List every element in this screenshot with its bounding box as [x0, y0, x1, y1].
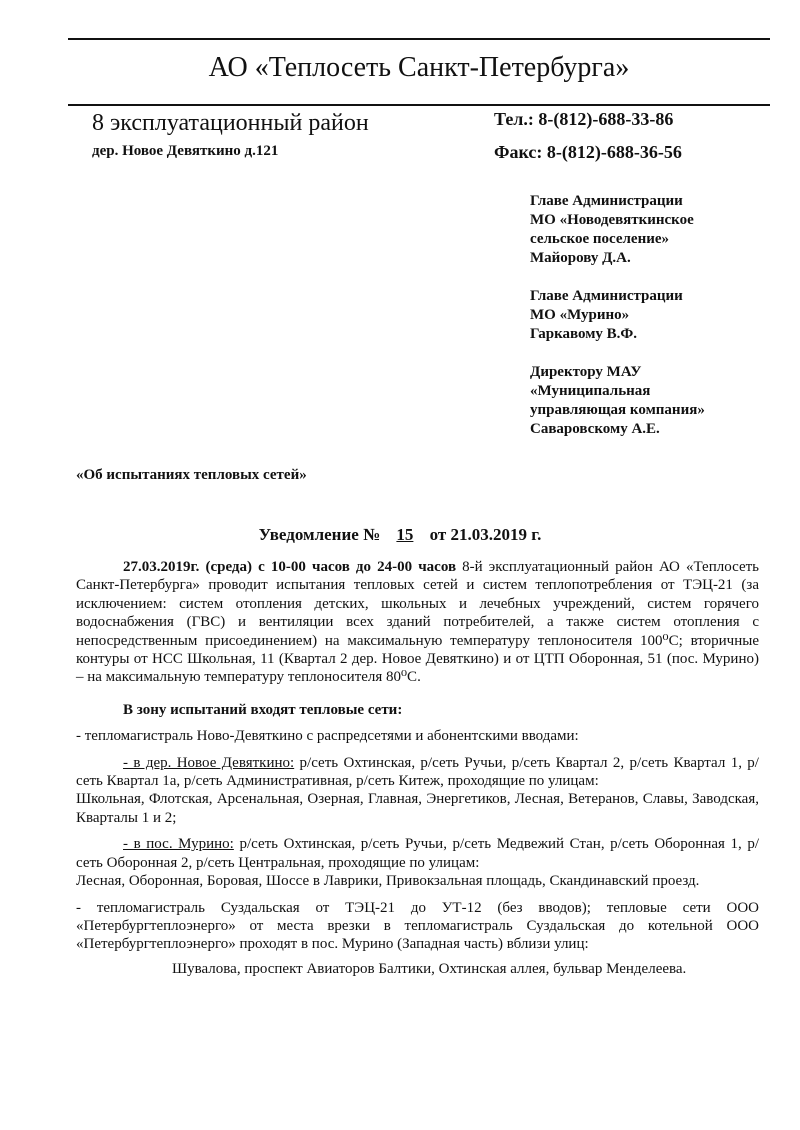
- recipient-line: «Муниципальная: [530, 383, 651, 399]
- fax-number: Факс: 8-(812)-688-36-56: [494, 142, 682, 162]
- notice-title: [0, 525, 800, 545]
- recipient-2: [530, 287, 790, 344]
- novodevyatkino-label: - в дер. Новое Девяткино:: [123, 754, 295, 771]
- novodevyatkino-networks: [76, 754, 759, 791]
- phone-number: Тел.: 8-(812)-688-33-86: [494, 109, 674, 129]
- main-line-novodevyatkino: - тепломагистраль Ново-Девяткино с распредсетями и абонентскими вводами:: [76, 728, 579, 745]
- novodevyatkino-text: р/сеть Охтинская, р/сеть Ручьи, р/сеть Квартал 2, р/сеть Квартал 1, р/сеть Квартал 1а, р/сеть Административная, р/сеть Китеж, проходящие по улицам:: [76, 754, 759, 790]
- main-line-suzdalskaya: - тепломагистраль Суздальская от ТЭЦ-21 до УТ-12 (без вводов); тепловые сети ООО «Петербургтеплоэнерго» от места врезки в тепломагистраль Суздальская до котельной ООО «Петербургтеплоэнерго» проходят в пос. Мурино (Западная часть) вблизи улиц:: [76, 899, 759, 953]
- recipient-3: [530, 363, 790, 439]
- recipient-line: Главе Администрации: [530, 288, 683, 304]
- murino-streets: Лесная, Оборонная, Боровая, Шоссе в Лаврики, Привокзальная площадь, Скандинавский проезд.: [76, 873, 700, 890]
- novodevyatkino-streets: Школьная, Флотская, Арсенальная, Озерная, Главная, Энергетиков, Лесная, Ветеранов, Славы, Заводская, Кварталы 1 и 2;: [76, 791, 759, 826]
- notice-date: от 21.03.2019 г.: [429, 525, 542, 544]
- header-divider-rule: [68, 104, 770, 106]
- notice-prefix: Уведомление №: [258, 525, 381, 544]
- recipient-line: Майорову Д.А.: [530, 250, 631, 266]
- notice-number: 15: [396, 525, 414, 544]
- recipient-line: МО «Мурино»: [530, 307, 630, 323]
- recipient-line: Главе Администрации: [530, 193, 683, 209]
- district-address: дер. Новое Девяткино д.121: [92, 143, 279, 159]
- recipients-block: [530, 192, 790, 458]
- district-name: 8 эксплуатационный район: [92, 110, 369, 136]
- recipient-1: [530, 192, 790, 268]
- recipient-line: Саваровскому А.Е.: [530, 421, 660, 437]
- letter-subject: «Об испытаниях тепловых сетей»: [76, 467, 307, 483]
- murino-networks: [76, 835, 759, 872]
- recipient-line: Директору МАУ: [530, 364, 642, 380]
- recipient-line: сельское поселение»: [530, 231, 670, 247]
- suzdalskaya-streets: Шувалова, проспект Авиаторов Балтики, Охтинская аллея, бульвар Менделеева.: [172, 960, 687, 977]
- murino-text: р/сеть Охтинская, р/сеть Ручьи, р/сеть Медвежий Стан, р/сеть Оборонная 1, р/сеть Оборонная 2, р/сеть Центральная, проходящие по улицам:: [76, 836, 760, 871]
- organization-name: АО «Теплосеть Санкт-Петербурга»: [208, 52, 630, 83]
- intro-text: 8-й эксплуатационный район АО «Теплосеть Санкт-Петербурга» проводит испытания тепловых сетей и систем теплопотребления от ТЭЦ-21 (за исключением: систем отопления детских, школьных и лечебных учреждений, систем горячего водоснабжения (ГВС) и вентиляции всех зданий потребителей, а также систем отопления с непосредственным присоединением) на максимальную температуру теплоносителя 100⁰С; вторичные контуры от НСС Школьная, 11 (Квартал 2 дер. Новое Девяткино) и от ЦТП Оборонная, 51 (пос. Мурино) – на максимальную температуру теплоносителя 80⁰С.: [76, 559, 759, 686]
- test-schedule: 27.03.2019г. (среда) с 10-00 часов до 24-00 часов: [123, 559, 457, 575]
- intro-paragraph: [76, 558, 759, 687]
- recipient-line: управляющая компания»: [530, 402, 705, 418]
- letter-body: [76, 558, 759, 978]
- murino-label: - в пос. Мурино:: [123, 836, 234, 853]
- recipient-line: МО «Новодевяткинское: [530, 212, 694, 228]
- recipient-line: Гаркавому В.Ф.: [530, 326, 638, 342]
- header-top-rule: [68, 38, 770, 40]
- zone-heading: В зону испытаний входят тепловые сети:: [123, 701, 403, 718]
